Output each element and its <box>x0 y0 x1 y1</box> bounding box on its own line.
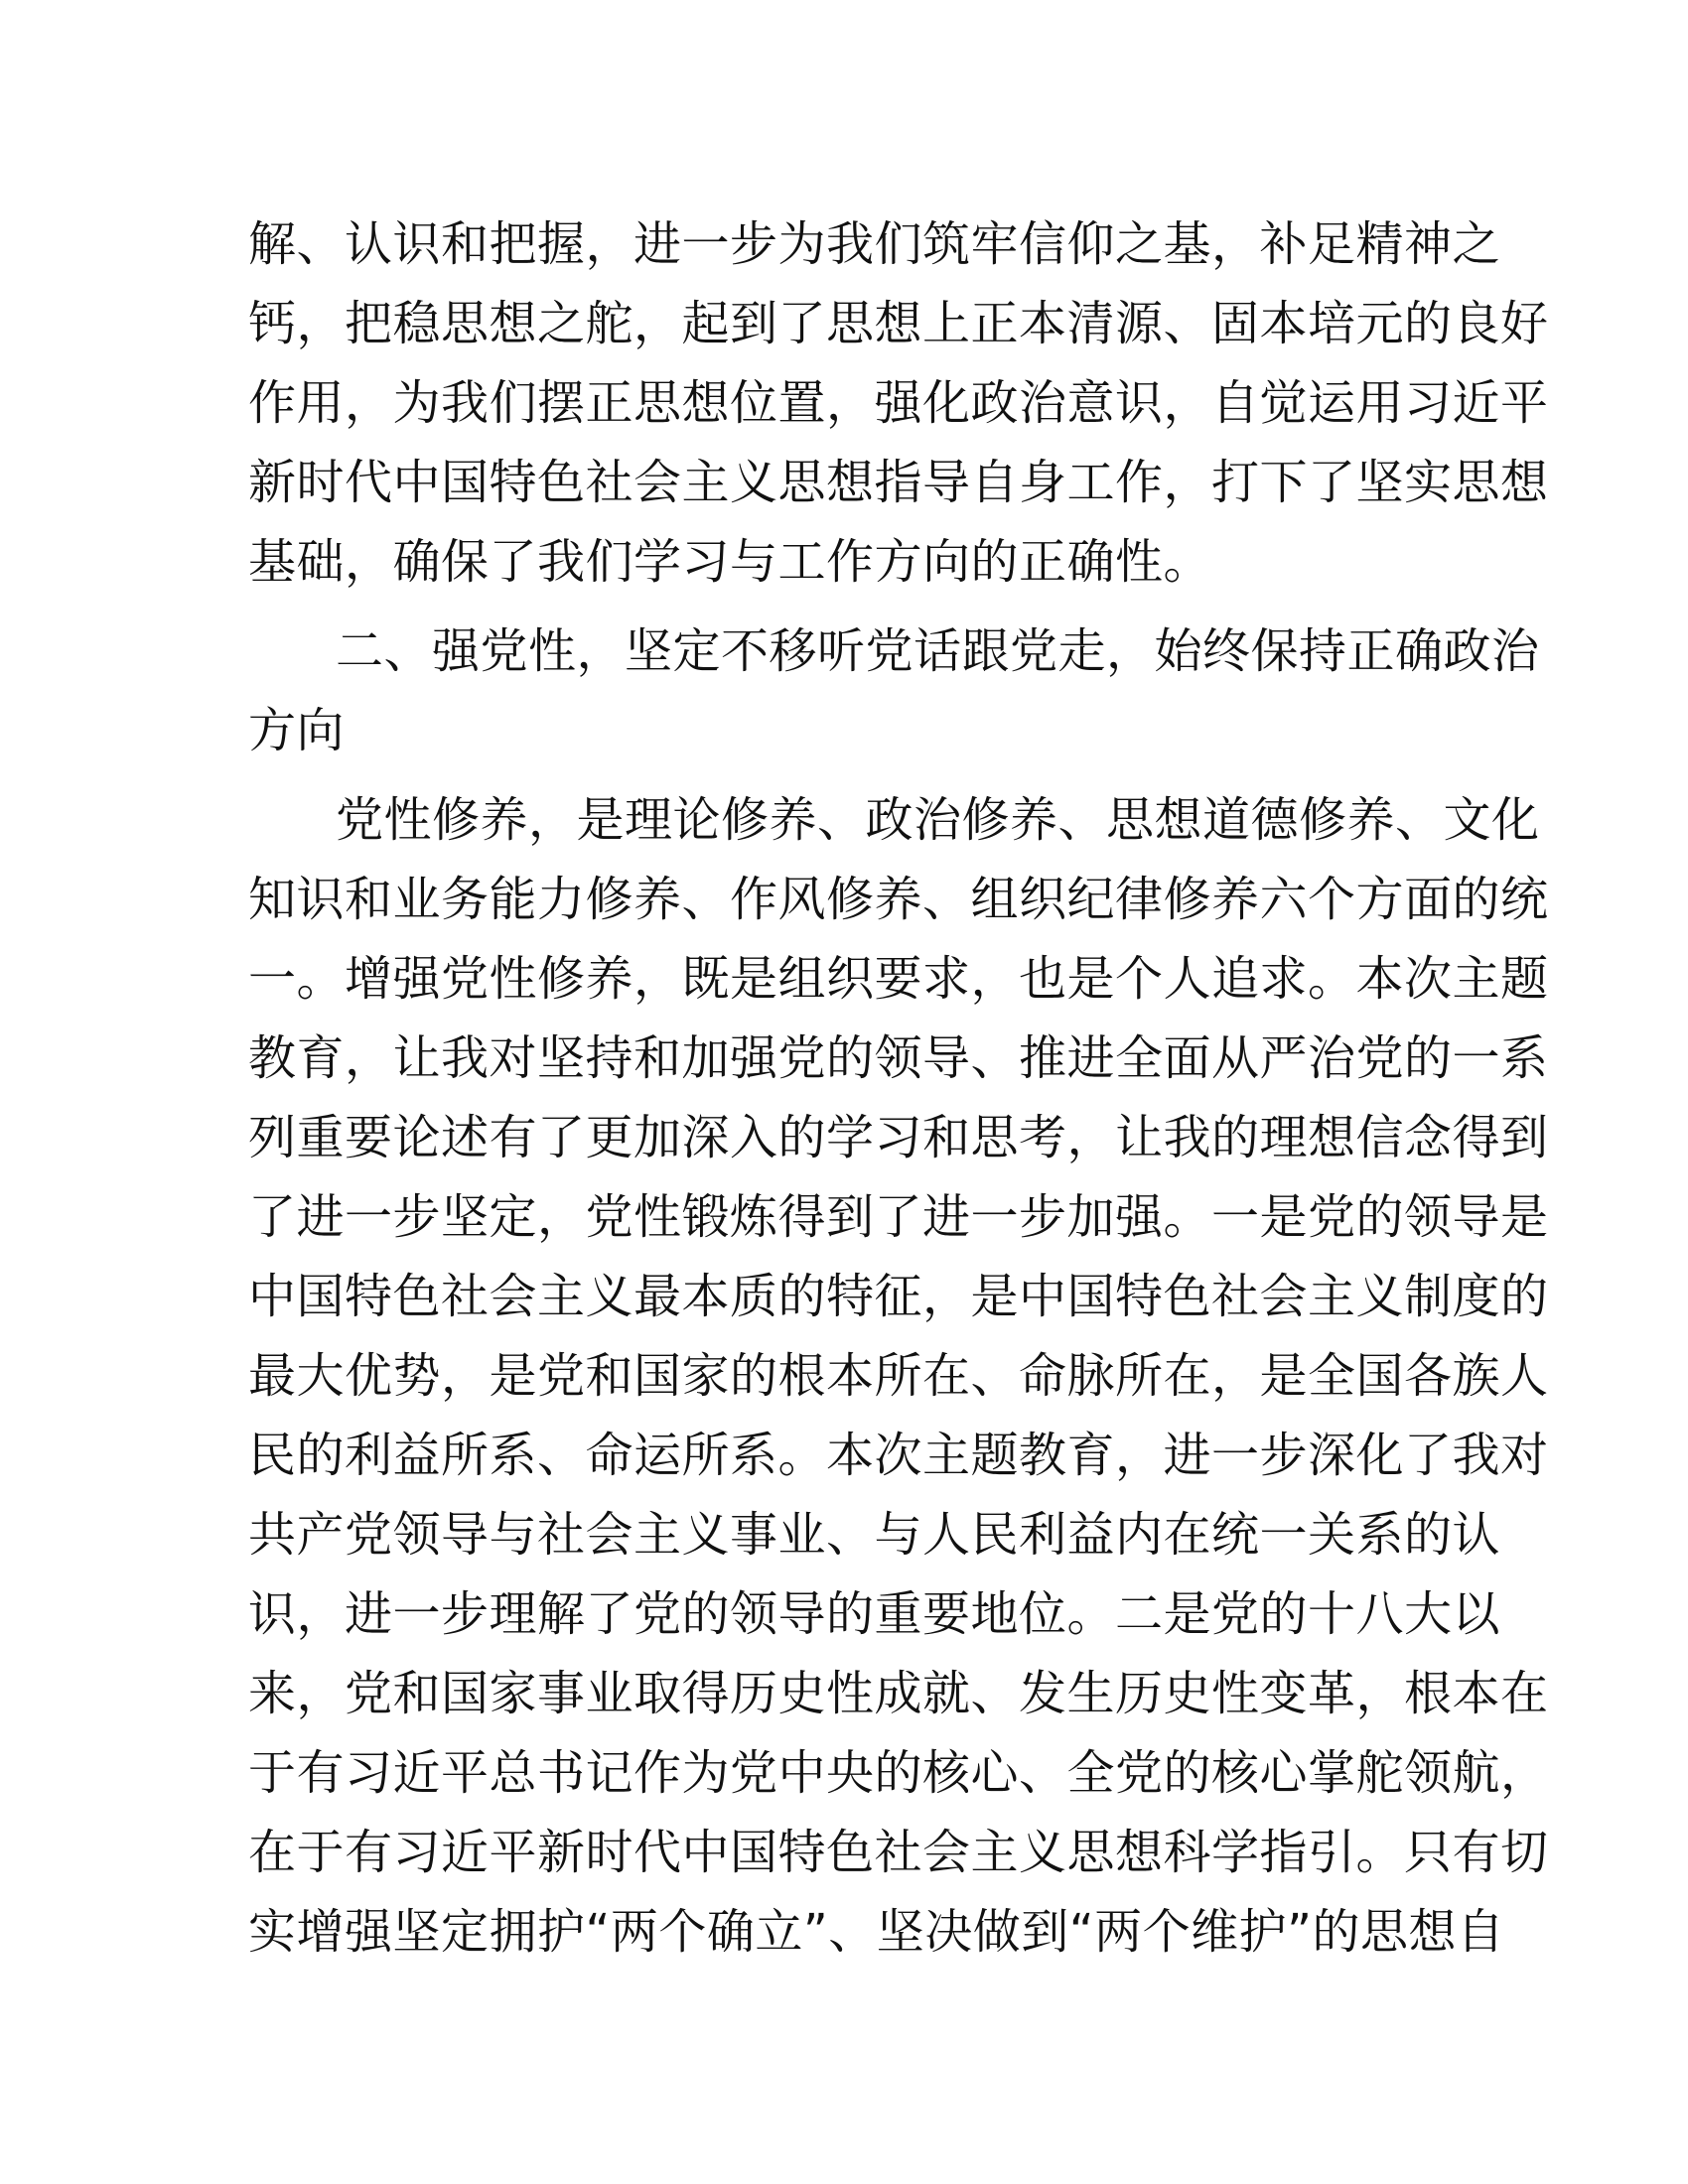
text-line: 来，党和国家事业取得历史性成就、发生历史性变革，根本在 <box>248 1666 1549 1721</box>
text-line: 教育，让我对坚持和加强党的领导、推进全面从严治党的一系 <box>248 1030 1549 1086</box>
section-heading-line: 方向 <box>248 703 346 758</box>
section-heading-line: 二、强党性，坚定不移听党话跟党走，始终保持正确政治 <box>336 623 1540 679</box>
text-line: 了进一步坚定，党性锻炼得到了进一步加强。一是党的领导是 <box>248 1189 1549 1245</box>
text-line: 实增强坚定拥护“两个确立”、坚决做到“两个维护”的思想自 <box>248 1904 1505 1960</box>
text-line: 于有习近平总书记作为党中央的核心、全党的核心掌舵领航， <box>248 1745 1549 1801</box>
text-line: 中国特色社会主义最本质的特征，是中国特色社会主义制度的 <box>248 1269 1549 1324</box>
text-line: 钙，把稳思想之舵，起到了思想上正本清源、固本培元的良好 <box>248 296 1549 351</box>
text-line: 最大优势，是党和国家的根本所在、命脉所在，是全国各族人 <box>248 1348 1549 1404</box>
text-line: 知识和业务能力修养、作风修养、组织纪律修养六个方面的统 <box>248 872 1549 927</box>
text-line: 党性修养，是理论修养、政治修养、思想道德修养、文化 <box>336 792 1540 848</box>
text-line: 识，进一步理解了党的领导的重要地位。二是党的十八大以 <box>248 1586 1501 1642</box>
text-line: 列重要论述有了更加深入的学习和思考，让我的理想信念得到 <box>248 1110 1549 1165</box>
text-line: 在于有习近平新时代中国特色社会主义思想科学指引。只有切 <box>248 1825 1549 1880</box>
text-line: 基础，确保了我们学习与工作方向的正确性。 <box>248 534 1212 590</box>
text-line: 解、认识和把握，进一步为我们筑牢信仰之基，补足精神之 <box>248 216 1501 272</box>
text-line: 民的利益所系、命运所系。本次主题教育，进一步深化了我对 <box>248 1428 1549 1483</box>
text-line: 新时代中国特色社会主义思想指导自身工作，打下了坚实思想 <box>248 455 1549 510</box>
text-line: 共产党领导与社会主义事业、与人民利益内在统一关系的认 <box>248 1507 1501 1563</box>
text-line: 作用，为我们摆正思想位置，强化政治意识，自觉运用习近平 <box>248 375 1549 431</box>
text-line: 一。增强党性修养，既是组织要求，也是个人追求。本次主题 <box>248 951 1549 1007</box>
